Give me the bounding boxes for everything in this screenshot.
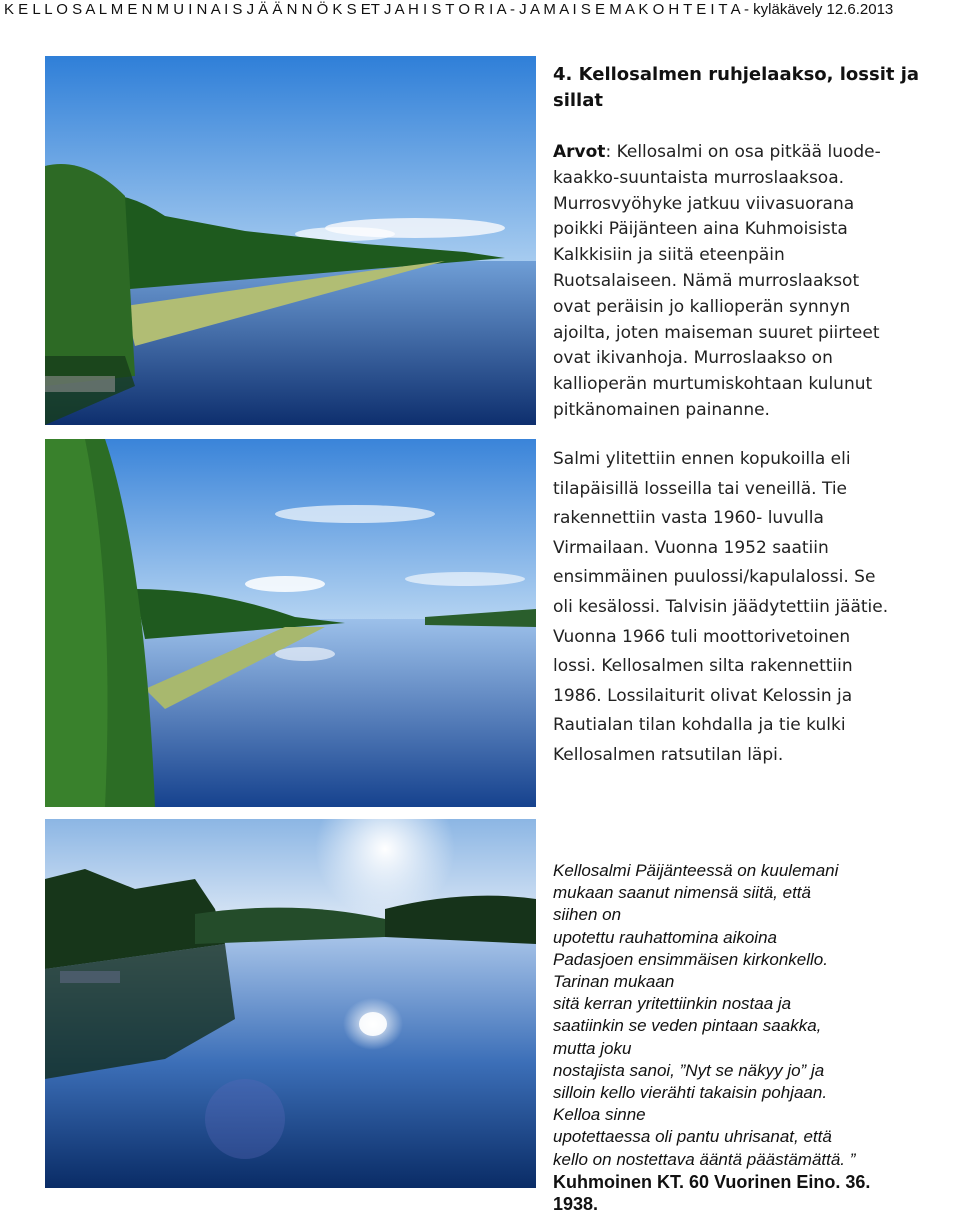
values-line: kallioperän murtumiskohtaan kulunut [553,374,873,395]
legend-line: mutta joku [553,1038,632,1058]
legend-line: kello on nostettava ääntä päästämättä. ” [553,1149,856,1169]
legend-line: saatiinkin se veden pintaan saakka, [553,1016,822,1036]
history-line: Virmailaan. Vuonna 1952 saatiin [553,537,829,558]
legend-line: nostajista sanoi, ”Nyt se näkyy jo” ja [553,1060,825,1080]
section-heading [553,62,953,114]
legend-line: Kelloa sinne [553,1105,646,1125]
source-citation-line: Kuhmoinen KT. 60 Vuorinen Eino. 36. [553,1171,871,1192]
history-line: tilapäisillä losseilla tai veneillä. Tie [553,478,847,499]
values-line: Ruotsalaiseen. Nämä murroslaaksot [553,270,860,291]
photo-reflections-illustration [45,439,536,807]
legend-line: siihen on [553,905,622,925]
lake-photo-reflections [45,439,536,807]
values-line: Murrosvyöhyke jatkuu viivasuorana [553,193,855,214]
history-line: ensimmäinen puulossi/kapulalossi. Se [553,567,876,588]
heading-line: 4. Kellosalmen ruhjelaakso, lossit ja [553,64,920,85]
legend-paragraph [553,860,953,1215]
values-line: Kalkkisiin ja siitä eteenpäin [553,245,785,266]
history-line: lossi. Kellosalmen silta rakennettiin [553,656,853,677]
heading-line: sillat [553,90,603,111]
history-line: Salmi ylitettiin ennen kopukoilla eli [553,449,851,469]
values-paragraph [553,140,953,424]
values-line: pitkänomainen painanne. [553,399,770,420]
history-line: 1986. Lossilaiturit olivat Kelossin ja [553,685,853,706]
history-line: rakennettiin vasta 1960- luvulla [553,508,824,529]
values-line: poikki Päijänteen aina Kuhmoisista [553,219,848,240]
values-first-line [553,140,953,166]
photo-sunlit-illustration [45,819,536,1188]
legend-line: sitä kerran yritettiinkin nostaa ja [553,994,792,1014]
values-first-text: : Kellosalmi on osa pitkää luode- [605,142,881,162]
values-line: ajoilta, joten maiseman suuret piirteet [553,322,880,343]
values-line: ovat peräisin jo kallioperän synnyn [553,296,851,317]
legend-line: upotettaessa oli pantu uhrisanat, että [553,1127,832,1147]
history-paragraph [553,445,953,771]
lake-photo-strait-view [45,56,536,425]
legend-line: silloin kello vierähti takaisin pohjaan. [553,1083,828,1103]
values-label: Arvot [553,142,606,162]
legend-line: Padasjoen ensimmäisen kirkonkello. [553,949,828,969]
values-line: kaakko-suuntaista murroslaaksoa. [553,167,845,188]
legend-line: upotettu rauhattomina aikoina [553,927,777,947]
lake-photo-sunlit-water [45,819,536,1188]
page-header: K E L L O S A L M E N M U I N A I S J Ä Ä N N Ö K S ET J A H I S T O R I A - J A M A I S E M A K O H T E I T A - kyläkävely 12.6.2013 [4,1,894,18]
history-line: Rautialan tilan kohdalla ja tie kulki [553,715,846,736]
source-citation-line: 1938. [553,1194,599,1215]
values-line: ovat ikivanhoja. Murroslaakso on [553,348,833,369]
history-line: Kellosalmen ratsutilan läpi. [553,744,784,765]
photo-strait-illustration [45,56,536,425]
history-line: Vuonna 1966 tuli moottorivetoinen [553,626,851,647]
legend-line: Kellosalmi Päijänteessä on kuulemani [553,861,839,880]
legend-line: mukaan saanut nimensä siitä, että [553,883,811,903]
legend-line: Tarinan mukaan [553,972,675,992]
history-line: oli kesälossi. Talvisin jäädytettiin jäätie. [553,596,889,617]
